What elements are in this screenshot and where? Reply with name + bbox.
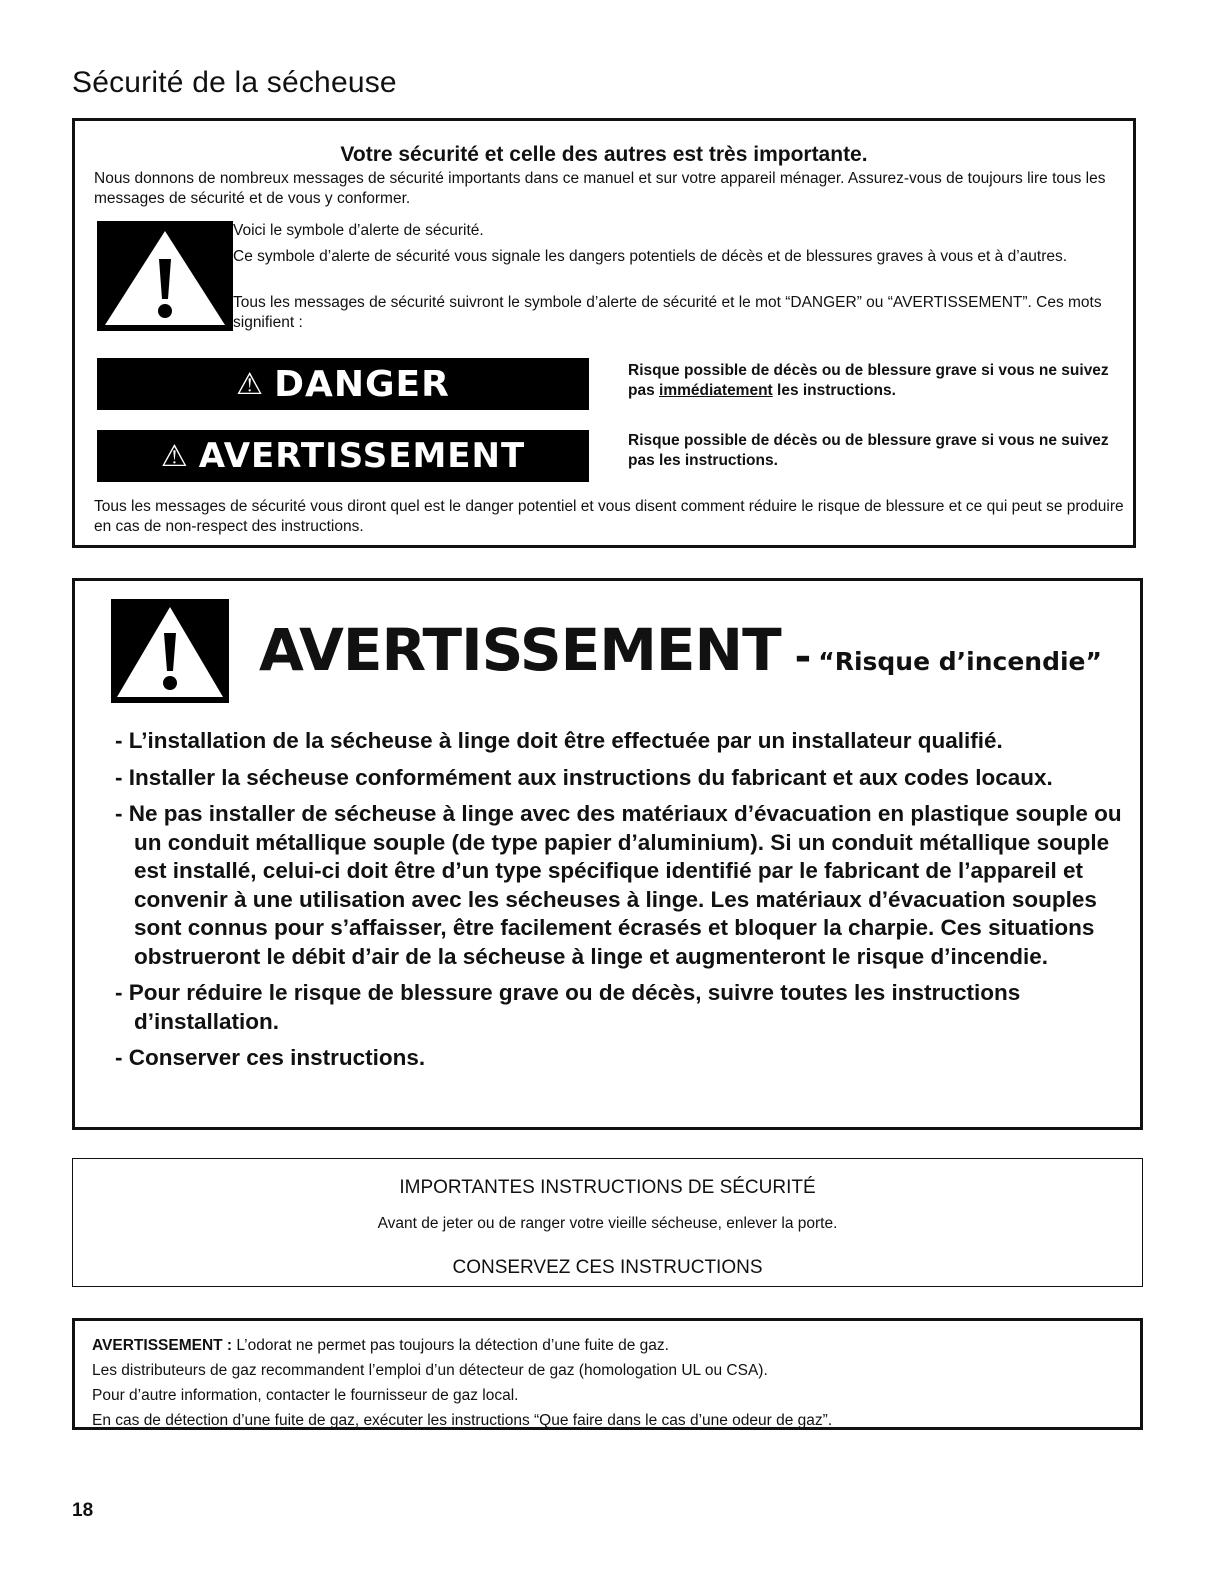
fire-warning-box bbox=[72, 578, 1143, 1130]
safety-closing: Tous les messages de sécurité vous diront quel est le danger potentiel et vous disent comment réduire le risque de blessure et ce qui peut se produire en cas de non-respect des instructions. bbox=[94, 498, 1124, 535]
danger-label: DANGER bbox=[274, 363, 450, 405]
fire-alert-icon bbox=[111, 599, 229, 703]
gas-line-4: En cas de détection d’une fuite de gaz, exécuter les instructions “Que faire dans le cas d’une odeur de gaz”. bbox=[92, 1412, 833, 1429]
gas-warning-label: AVERTISSEMENT : bbox=[92, 1337, 233, 1354]
important-instructions-box bbox=[72, 1158, 1143, 1287]
warning-banner bbox=[97, 430, 589, 482]
warning-label: AVERTISSEMENT bbox=[198, 436, 526, 476]
warning-triangle-icon: ⚠ bbox=[236, 366, 265, 402]
fire-warning-list bbox=[115, 727, 1125, 1081]
gas-line-2: Les distributeurs de gaz recommandent l’emploi d’un détecteur de gaz (homologation UL ou CSA). bbox=[92, 1362, 768, 1379]
instructions-text: Avant de jeter ou de ranger votre vieille sécheuse, enlever la porte. bbox=[377, 1215, 838, 1232]
fire-warning-word: AVERTISSEMENT bbox=[259, 616, 781, 684]
safety-info-box bbox=[72, 118, 1136, 548]
signal-words-line: Tous les messages de sécurité suivront le symbole d’alerte de sécurité et le mot “DANGER” ou “AVERTISSEMENT”. Ces mots signifient : bbox=[233, 294, 1102, 331]
gas-warning-box bbox=[72, 1318, 1143, 1430]
safety-intro: Nous donnons de nombreux messages de sécurité importants dans ce manuel et sur votre appareil ménager. Assurez-vous de toujours lire tous les messages de sécurité et de vous y conformer. bbox=[94, 170, 1106, 207]
danger-banner bbox=[97, 358, 589, 410]
list-item: - L’installation de la sécheuse à linge doit être effectuée par un installateur qualifié. bbox=[115, 728, 1003, 753]
danger-desc-part1: Risque possible de décès ou de blessure grave si vous ne suivez pas bbox=[628, 362, 1109, 399]
danger-desc-part2: les instructions. bbox=[772, 382, 896, 399]
instructions-footer: CONSERVEZ CES INSTRUCTIONS bbox=[452, 1257, 763, 1278]
symbol-line: Voici le symbole d’alerte de sécurité. bbox=[233, 222, 484, 239]
list-item: - Pour réduire le risque de blessure grave ou de décès, suivre toutes les instructions d’installation. bbox=[115, 980, 1021, 1034]
safety-alert-icon bbox=[97, 221, 233, 331]
list-item: - Installer la sécheuse conformément aux instructions du fabricant et aux codes locaux. bbox=[115, 764, 1053, 790]
title-separator: - bbox=[794, 634, 811, 680]
list-item: - Conserver ces instructions. bbox=[115, 1045, 426, 1070]
fire-warning-title bbox=[259, 616, 1102, 684]
warning-triangle-icon: ⚠ bbox=[160, 438, 189, 474]
instructions-title: IMPORTANTES INSTRUCTIONS DE SÉCURITÉ bbox=[399, 1177, 816, 1198]
gas-line-1-text: L’odorat ne permet pas toujours la détection d’une fuite de gaz. bbox=[232, 1337, 669, 1354]
danger-description bbox=[628, 361, 1133, 401]
page-number: 18 bbox=[72, 1500, 94, 1521]
warning-description: Risque possible de décès ou de blessure grave si vous ne suivez pas les instructions. bbox=[628, 432, 1109, 469]
fire-warning-subtitle: “Risque d’incendie” bbox=[818, 647, 1102, 676]
safety-heading: Votre sécurité et celle des autres est très importante. bbox=[340, 143, 868, 166]
symbol-meaning: Ce symbole d’alerte de sécurité vous signale les dangers potentiels de décès et de blessures graves à vous et à d’autres. bbox=[233, 248, 1068, 265]
list-item: - Ne pas installer de sécheuse à linge avec des matériaux d’évacuation en plastique souple ou un conduit métallique souple (de type papier d’aluminium). Si un conduit métallique souple est installé, celui-ci doit être d’un type spécifique identifié par le fabricant de l’appareil et convenir à une utilisation avec les sécheuses à linge. Les matériaux d’évacuation souples sont connus pour s’affaisser, être facilement écrasés et bloquer la charpie. Ces situations obstrueront le débit d’air de la sécheuse à linge et augmenteront le risque d’incendie. bbox=[115, 801, 1122, 969]
gas-line-3: Pour d’autre information, contacter le fournisseur de gaz local. bbox=[92, 1387, 519, 1404]
page-title: Sécurité de la sécheuse bbox=[72, 66, 397, 99]
gas-line-1 bbox=[92, 1337, 669, 1355]
danger-desc-emphasis: immédiatement bbox=[659, 382, 773, 399]
